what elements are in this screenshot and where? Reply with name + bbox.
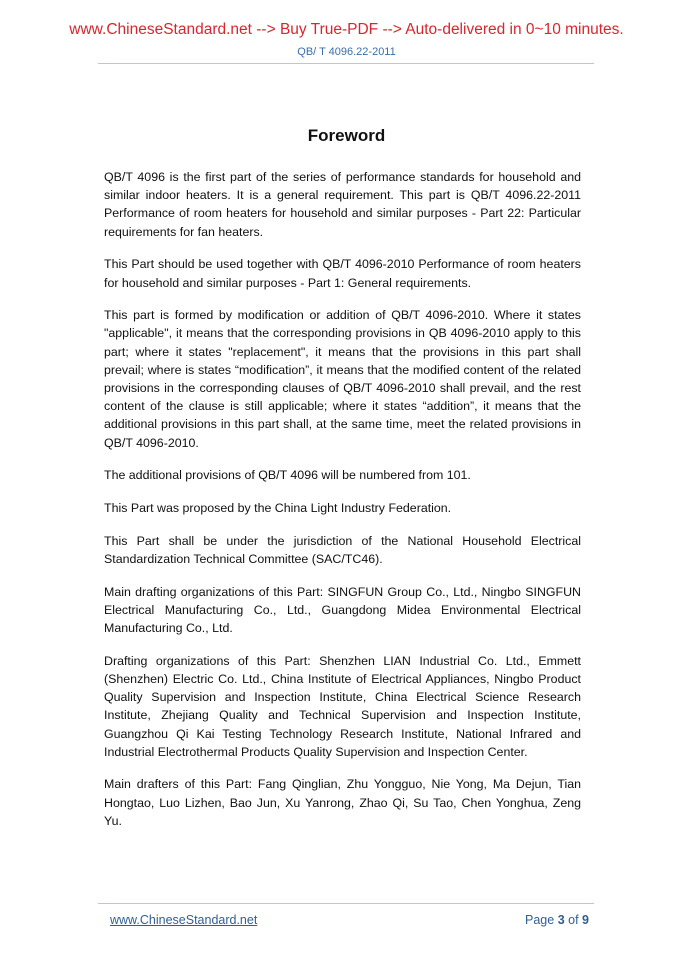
paragraph: Main drafting organizations of this Part: SINGFUN Group Co., Ltd., Ningbo SINGFUN Electrical Manufacturing Co., Ltd., Guangdong Midea Environmental Electrical Manufacturing Co., Ltd. [104, 584, 581, 636]
paragraph: The additional provisions of QB/T 4096 will be numbered from 101. [104, 468, 471, 483]
paragraph: Main drafters of this Part: Fang Qinglian, Zhu Yongguo, Nie Yong, Ma Dejun, Tian Hongtao, Luo Lizhen, Bao Jun, Xu Yanrong, Zhao Qi, Su Tao, Chen Yonghua, Zeng Yu. [104, 777, 581, 828]
paragraph: QB/T 4096 is the first part of the series of performance standards for household and similar indoor heaters. It is a general requirement. This part is QB/T 4096.22-2011 Performance of room heaters for household and similar purposes - Part 22: Particular requirements for fan heaters. [104, 170, 581, 239]
page-current: 3 [557, 913, 565, 927]
paragraph: Drafting organizations of this Part: Shenzhen LIAN Industrial Co. Ltd., Emmett (Shenzhen) Electric Co. Ltd., China Institute of Electrical Appliances, Ningbo Product Quality Supervision and Inspection Institute, China Electrical Science Research Institute, Zhejiang Quality and Technical Supervision and Inspection Institute, Guangzhou Qi Kai Testing Technology Research Institute, National Infrared and Industrial Electrothermal Products Quality Supervision and Inspection Center. [104, 653, 581, 759]
promo-banner[interactable]: www.ChineseStandard.net --> Buy True-PDF --> Auto-delivered in 0~10 minutes. [69, 21, 624, 38]
footer-divider [98, 903, 594, 904]
page-of: of [568, 913, 579, 927]
paragraph: This Part was proposed by the China Light Industry Federation. [104, 501, 452, 516]
page-indicator [525, 913, 589, 927]
document-body [104, 168, 581, 845]
paragraph: This part is formed by modification or addition of QB/T 4096-2010. Where it states "applicable", it means that the corresponding provisions in QB 4096-2010 apply to this part; where it states "replacement", it means that the provisions in this part shall prevail; where is states “modification”, it means that the modified content of the related provisions in the corresponding clauses of QB/T 4096-2010 shall prevail, and the rest content of the clause is still applicable; where it states “addition”, it means that the additional provisions in this part shall, at the same time, meet the related provisions in QB/T 4096-2010. [104, 308, 581, 450]
paragraph: This Part should be used together with QB/T 4096-2010 Performance of room heaters for household and similar purposes - Part 1: General requirements. [104, 257, 581, 290]
header-divider [98, 63, 594, 64]
document-id: QB/ T 4096.22-2011 [297, 46, 396, 58]
footer-website-link[interactable]: www.ChineseStandard.net [110, 913, 258, 927]
paragraph: This Part shall be under the jurisdiction of the National Household Electrical Standardization Technical Committee (SAC/TC46). [104, 533, 581, 566]
page-total: 9 [582, 913, 589, 927]
page-title: Foreword [307, 126, 386, 145]
page-prefix: Page [525, 913, 555, 927]
